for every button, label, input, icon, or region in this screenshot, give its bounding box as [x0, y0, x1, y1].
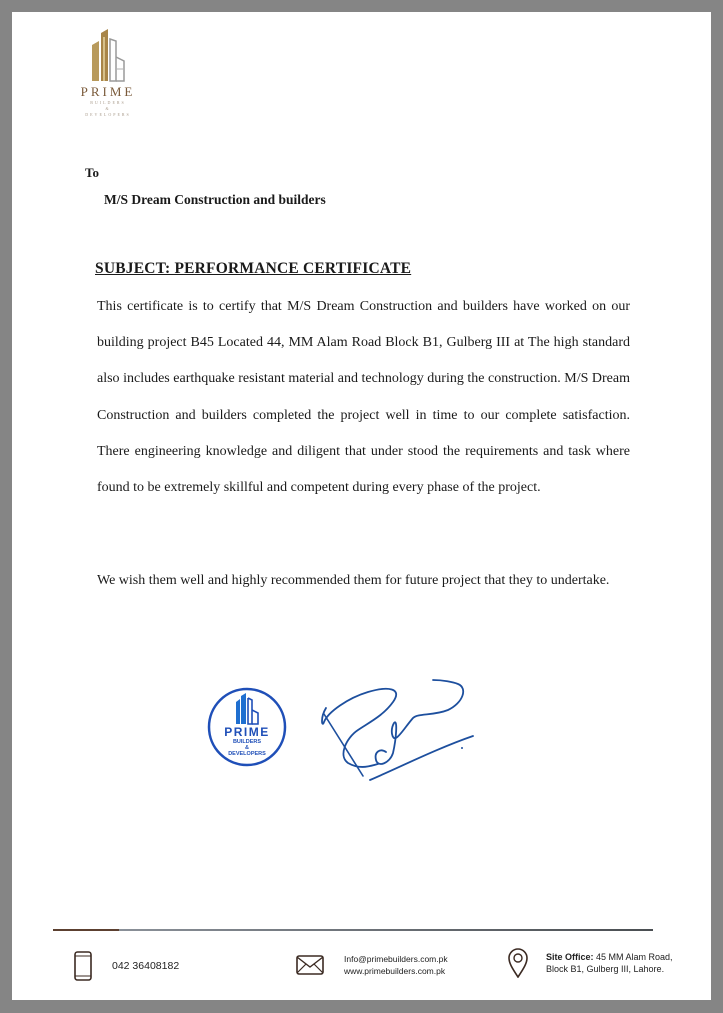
envelope-icon	[296, 955, 324, 975]
stamp-name: PRIME	[224, 725, 270, 739]
footer-divider	[53, 929, 653, 931]
signature	[308, 668, 478, 791]
footer-phone-number[interactable]: 042 36408182	[112, 960, 180, 972]
closing-paragraph: We wish them well and highly recommended them for future project that they to undertake.	[97, 573, 610, 588]
footer-site-label: Site Office:	[546, 952, 594, 962]
recipient-name: M/S Dream Construction and builders	[104, 192, 326, 207]
signature-stroke-3	[324, 714, 363, 776]
company-logo	[62, 27, 154, 118]
logo-sub-ampersand: &	[105, 106, 111, 111]
footer-site-office	[508, 948, 673, 978]
signature-underline	[370, 736, 473, 780]
location-pin-icon	[508, 948, 528, 978]
stamp-building-icon	[236, 693, 258, 724]
signature-stroke-1	[376, 680, 464, 764]
subject-heading: SUBJECT: PERFORMANCE CERTIFICATE	[95, 260, 412, 277]
logo-name: PRIME	[80, 84, 136, 99]
to-label: To	[85, 165, 99, 180]
footer-contact	[296, 953, 448, 977]
footer-website[interactable]: www.primebuilders.com.pk	[344, 966, 446, 976]
building-logo-icon	[82, 27, 134, 83]
phone-icon	[74, 951, 92, 981]
stamp-line-developers: DEVELOPERS	[228, 751, 266, 757]
footer-phone	[74, 951, 179, 981]
stamp-line-ampersand: &	[245, 745, 249, 751]
footer-email[interactable]: Info@primebuilders.com.pk	[344, 954, 448, 964]
stamp-line-builders: BUILDERS	[232, 739, 262, 745]
company-stamp	[206, 686, 288, 773]
logo-sub-developers: DEVELOPERS	[85, 112, 131, 117]
logo-sub-builders: BUILDERS	[90, 100, 126, 105]
body-paragraph: This certificate is to certify that M/S Dream Construction and builders have worked on our building project B45 Located 44, MM Alam Road Block B1, Gulberg III at The high standard also includes earthquake resistant material and technology during the construction. M/S Dream Construction and builders completed the project well in time to our complete satisfaction. There engineering knowledge and diligent that under stood the requirements and task where found to be extremely skillful and competent during every phase of the project.	[97, 299, 630, 496]
footer-site-address-line2: Block B1, Gulberg III, Lahore.	[546, 964, 665, 974]
footer-site-address-line1: 45 MM Alam Road,	[593, 952, 673, 962]
